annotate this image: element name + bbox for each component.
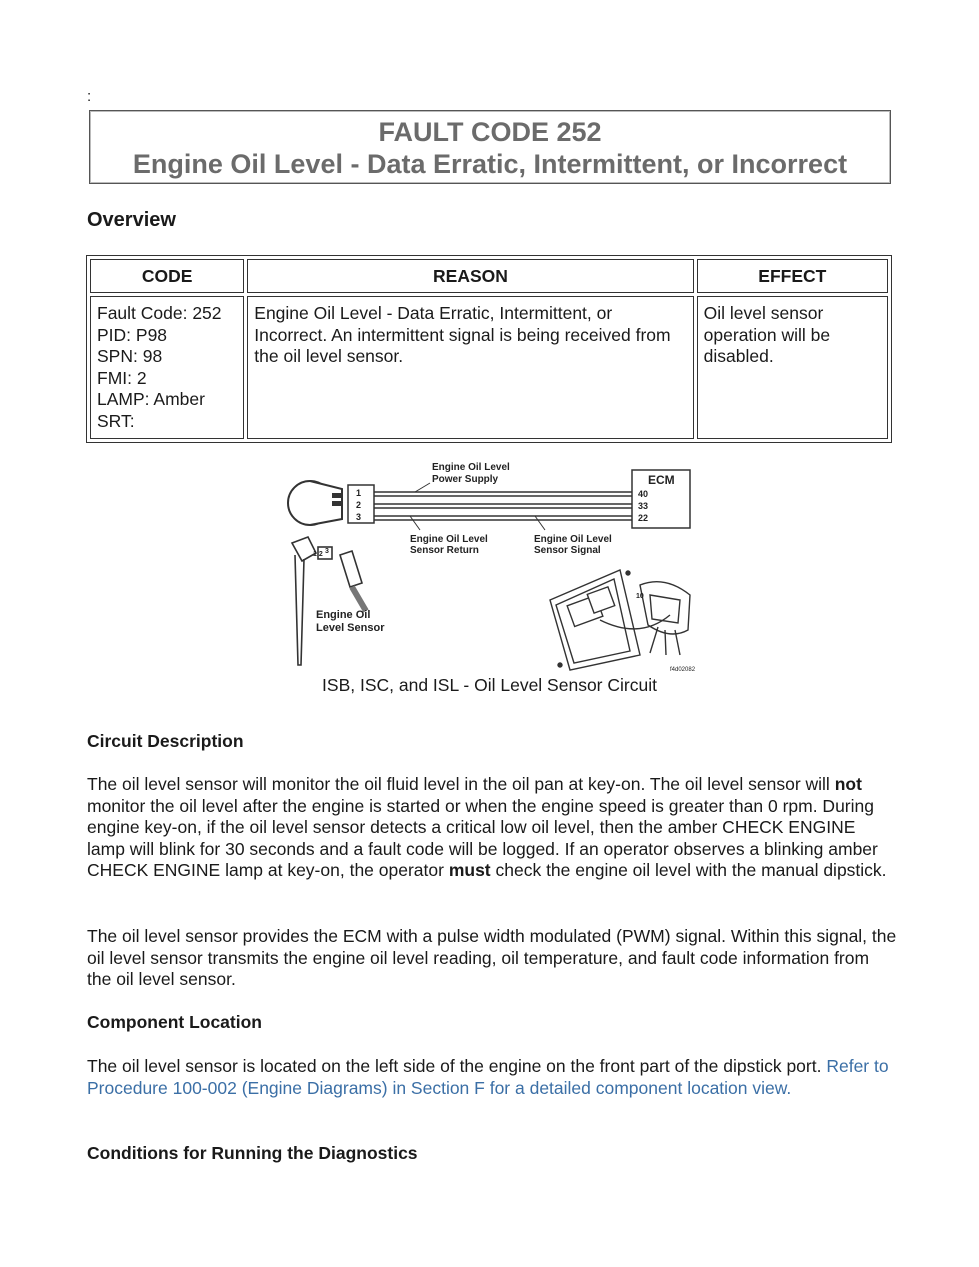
- fault-code-subtitle: Engine Oil Level - Data Erratic, Intermittent, or Incorrect: [132, 149, 848, 179]
- reason-cell: Engine Oil Level - Data Erratic, Intermittent, or Incorrect. An intermittent signal is being received from the oil level sensor.: [247, 296, 693, 439]
- overview-heading: Overview: [87, 209, 176, 231]
- figure-caption: ISB, ISC, and ISL - Oil Level Sensor Circuit: [322, 675, 657, 695]
- plug-pin3-label: 3: [325, 548, 329, 555]
- code-line-srt: SRT:: [97, 410, 135, 431]
- circuit-diagram: [270, 455, 710, 675]
- plug-pin-label: 1 2: [313, 551, 323, 558]
- header-code: CODE: [90, 259, 244, 293]
- wire-bundle: [374, 492, 632, 520]
- sensor-return-label-1: Engine Oil Level: [410, 534, 488, 545]
- sensor-return-leader: [410, 516, 420, 530]
- sensor-signal-leader: [535, 516, 545, 530]
- component-location-heading: Component Location: [87, 1012, 262, 1032]
- component-location-text: The oil level sensor is located on the left side of the engine on the front part of the dipstick port.: [87, 1056, 822, 1076]
- text-span: check the engine oil level with the manual dipstick.: [490, 860, 887, 880]
- fault-code-table: [86, 255, 892, 443]
- code-line-fault: Fault Code: 252: [97, 303, 222, 323]
- code-line-lamp: LAMP: Amber: [97, 389, 205, 409]
- circuit-description-paragraph-1: [87, 774, 897, 882]
- power-supply-label-1: Engine Oil Level: [432, 462, 510, 473]
- sensor-head-icon: [288, 481, 342, 525]
- emphasis-must: must: [448, 860, 491, 880]
- figure-id: f4d02082: [670, 667, 696, 673]
- page-colon: :: [87, 88, 92, 105]
- oil-level-sensor-icon: [292, 537, 366, 665]
- code-line-pid: PID: P98: [97, 324, 168, 345]
- ecm-pin-22: 22: [638, 513, 649, 523]
- conn-pin-1: 1: [356, 488, 362, 498]
- ecm-pin-10-label: 10: [636, 593, 644, 600]
- ecm-label: ECM: [648, 473, 675, 487]
- conditions-heading: Conditions for Running the Diagnostics: [87, 1143, 418, 1163]
- power-supply-leader: [415, 483, 430, 492]
- ecm-pin-40: 40: [638, 489, 649, 499]
- conn-pin-2: 2: [356, 500, 362, 510]
- code-line-spn: SPN: 98: [97, 346, 163, 366]
- ecm-module-icon: [550, 570, 690, 670]
- fault-code-title: FAULT CODE 252: [378, 117, 602, 147]
- sensor-label-1: Engine Oil: [316, 609, 371, 621]
- ecm-pin-33: 33: [638, 501, 649, 511]
- table-header-row: [90, 259, 888, 293]
- code-cell: [90, 296, 244, 439]
- effect-cell: Oil level sensor operation will be disabled.: [697, 296, 888, 439]
- text-span: monitor the oil level after the engine is started or when the engine speed is greater than 0 rpm. During engine key-on, if the oil level sensor detects a critical low oil level, then the amber CHECK ENGINE lamp will blink for 30 seconds and a fault code will be logged. If an operator observes a blinking amber CHECK ENGINE lamp at key-on, the operator: [87, 795, 878, 880]
- circuit-description-heading: Circuit Description: [87, 731, 244, 751]
- component-location-paragraph: [87, 1056, 897, 1099]
- header-effect: EFFECT: [697, 259, 888, 293]
- power-supply-label-2: Power Supply: [432, 474, 499, 485]
- sensor-label-2: Level Sensor: [316, 622, 385, 634]
- circuit-description-paragraph-2: The oil level sensor provides the ECM with a pulse width modulated (PWM) signal. Within this signal, the oil level sensor transmits the engine oil level reading, oil temperature, and fault code information from the oil level sensor.: [87, 926, 897, 989]
- title-box: [89, 110, 891, 184]
- table-row: [90, 296, 888, 439]
- sensor-signal-label-2: Sensor Signal: [534, 545, 601, 556]
- code-line-fmi: FMI: 2: [97, 367, 147, 388]
- sensor-signal-label-1: Engine Oil Level: [534, 534, 612, 545]
- emphasis-not: not: [834, 774, 862, 794]
- text-span: The oil level sensor will monitor the oil fluid level in the oil pan at key-on. The oil level sensor will: [87, 774, 835, 794]
- sensor-return-label-2: Sensor Return: [410, 545, 479, 556]
- header-reason: REASON: [247, 259, 693, 293]
- procedure-link[interactable]: Refer to Procedure 100-002 (Engine Diagrams) in Section F for a detailed component location view.: [87, 1056, 889, 1098]
- conn-pin-3: 3: [356, 512, 362, 522]
